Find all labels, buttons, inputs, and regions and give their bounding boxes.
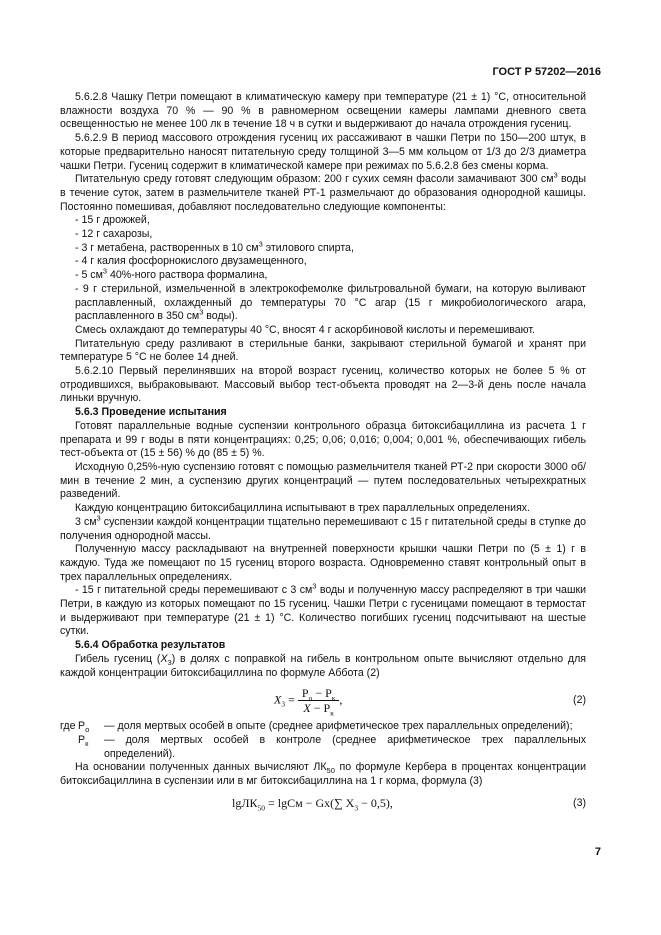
paragraph-5-6-2-9: 5.6.2.9 В период массового отрождения гусениц их рассаживают в чашки Петри по 150—200 штук, в которые предварительно наносят питательную среду толщиной 3—5 мм кольцом от 1/3 до 2/3 диаметра чашки Петри. Гусениц содержит в климатической камере при режимах по 5.6.2.8 без смены корма. (60, 132, 586, 172)
test-paragraph-2: Исходную 0,25%-ную суспензию готовят с помощью размельчителя тканей РТ-2 при скорости 3000 об/мин в течение 2 мин, а суспензию других концентраций — путем последовательных четырехкратных разведений. (60, 460, 586, 501)
storage-paragraph: Питательную среду разливают в стерильные банки, закрывают стерильной бумагой и хранят при температуре 5 °С не более 14 дней. (60, 337, 586, 364)
po-definition: — доля мертвых особей в опыте (среднее арифметическое трех параллельных определений); (104, 720, 573, 733)
standard-header: ГОСТ Р 57202—2016 (492, 66, 601, 78)
medium-preparation: Питательную среду готовят следующим образом: 200 г сухих семян фасоли замачивают 300 $см^3$ воды в течение суток, затем в размельчителе тканей РТ-1 размельчают до образования однородной кашицы. Постоянно помешивая, добавляют последовательно следующие компоненты: (60, 170, 586, 213)
test-paragraph-3: Каждую концентрацию битоксибациллина испытывают в трех параллельных определениях. (75, 502, 531, 515)
test-paragraph-4: 3 $см^3$ суспензии каждой концентрации тщательно перемешивают с 15 г питательной среды в ступке до получения однородной массы. (60, 513, 586, 542)
results-paragraph-2: На основании полученных данных вычисляют $ЛК_{50}$ по формуле Кербера в процентах концентрации битоксибациллина в суспензии или в мг битоксибациллина на 1 г корма, формула (3) (60, 761, 586, 788)
test-paragraph-1: Готовят параллельные водные суспензии контрольного образца битоксибациллина из расчета 1 г препарата и 99 г воды в пяти концентрациях: 0,25; 0,06; 0,016; 0,004; 0,001 %, обеспечивающих гибель тест-объекта от (15 ± 56) % до (85 ± 5) %. (60, 419, 586, 460)
abbott-fraction: $\frac{Р_о - Р_к}{X - Р_к}$ (298, 686, 340, 715)
formula-number-2: (2) (573, 694, 586, 707)
component-potassium: - 4 г калия фосфорнокислого двузамещенного, (75, 255, 307, 268)
section-heading-5-6-3: 5.6.3 Проведение испытания (75, 406, 227, 419)
paragraph-5-6-2-8: 5.6.2.8 Чашку Петри помещают в климатическую камеру при температуре (21 ± 1) °С, относительной влажности воздуха 70 % — 90 % в равномерном освещении камеры лампами дневного света освещенностью не менее 100 лк в течение 18 ч в сутки и выдерживают до начала отрождения гусениц. (60, 91, 586, 131)
formula-kerber: lgЛК$_{50}$ = lgСм − Gx(∑ $X_3 - 0,5$), (3) (232, 795, 586, 813)
formula-number-3: (3) (573, 796, 586, 809)
pk-definition: — доля мертвых особей в контроле (среднее арифметическое трех параллельных определений). (104, 733, 586, 760)
component-metaben: - 3 г метабена, растворенных в 10 $см^3$ этилового спирта, (75, 239, 354, 254)
formula-abbott: $X_3$ = $\frac{Р_о - Р_к}{X - Р_к}$ , (2) (274, 686, 586, 718)
results-paragraph-1: Гибель гусениц $(X_3)$ в долях с поправкой на гибель в контрольном опыте вычисляют отдельно для каждой концентрации битоксибациллина по формуле Аббота (2) (60, 652, 586, 679)
document-body (60, 91, 586, 819)
component-yeast: - 15 г дрожжей, (75, 214, 150, 227)
paragraph-5-6-2-10: 5.6.2.10 Первый перелинявших на второй возраст гусениц, количество которых не более 5 % от отродившихся, выбраковывают. Массовый выбор тест-объекта проводят на 2—3-й день после начала линьки вручную. (60, 365, 586, 405)
section-heading-5-6-4: 5.6.4 Обработка результатов (75, 639, 226, 652)
test-paragraph-5: Полученную массу раскладывают на внутренней поверхности крышки чашки Петри по (5 ± 1) г в каждую. Туда же помещают по 15 гусениц второго возраста. Одновременно ставят контрольный опыт в трех параллельных определениях. (60, 543, 586, 583)
test-paragraph-6: - 15 г питательной среды перемешивают с 3 $см^3$ воды и полученную массу распределяют в три чашки Петри, в каждую из которых помещают по 15 гусениц. Чашки Петри с гусеницами помещают в термостат и выдерживают при температуре (21 ± 1) °С. Количество погибших гусениц подсчитывают на шестые сутки. (60, 581, 586, 638)
page-number: 7 (594, 846, 601, 858)
component-sucrose: - 12 г сахарозы, (75, 228, 153, 241)
variable-definitions: где $Р_о$ — доля мертвых особей в опыте (среднее арифметическое трех параллельных определений); $Р_к$ — доля мертвых особей в контроле (среднее арифметическое трех параллельных определений). (60, 720, 586, 760)
component-formalin: - 5 $см^3$ 40%-ного раствора формалина, (75, 266, 268, 282)
component-paper: - 9 г стерильной, измельченной в электрокофемолке фильтровальной бумаги, на которую выливают расплавленный, охлажденный до температуры 70 °С агар (15 г микробиологического агара, расплавленного в 350 $см^3$ воды). (75, 282, 586, 323)
cooling-paragraph: Смесь охлаждают до температуры 40 °С, вносят 4 г аскорбиновой кислоты и перемешивают. (75, 323, 535, 336)
